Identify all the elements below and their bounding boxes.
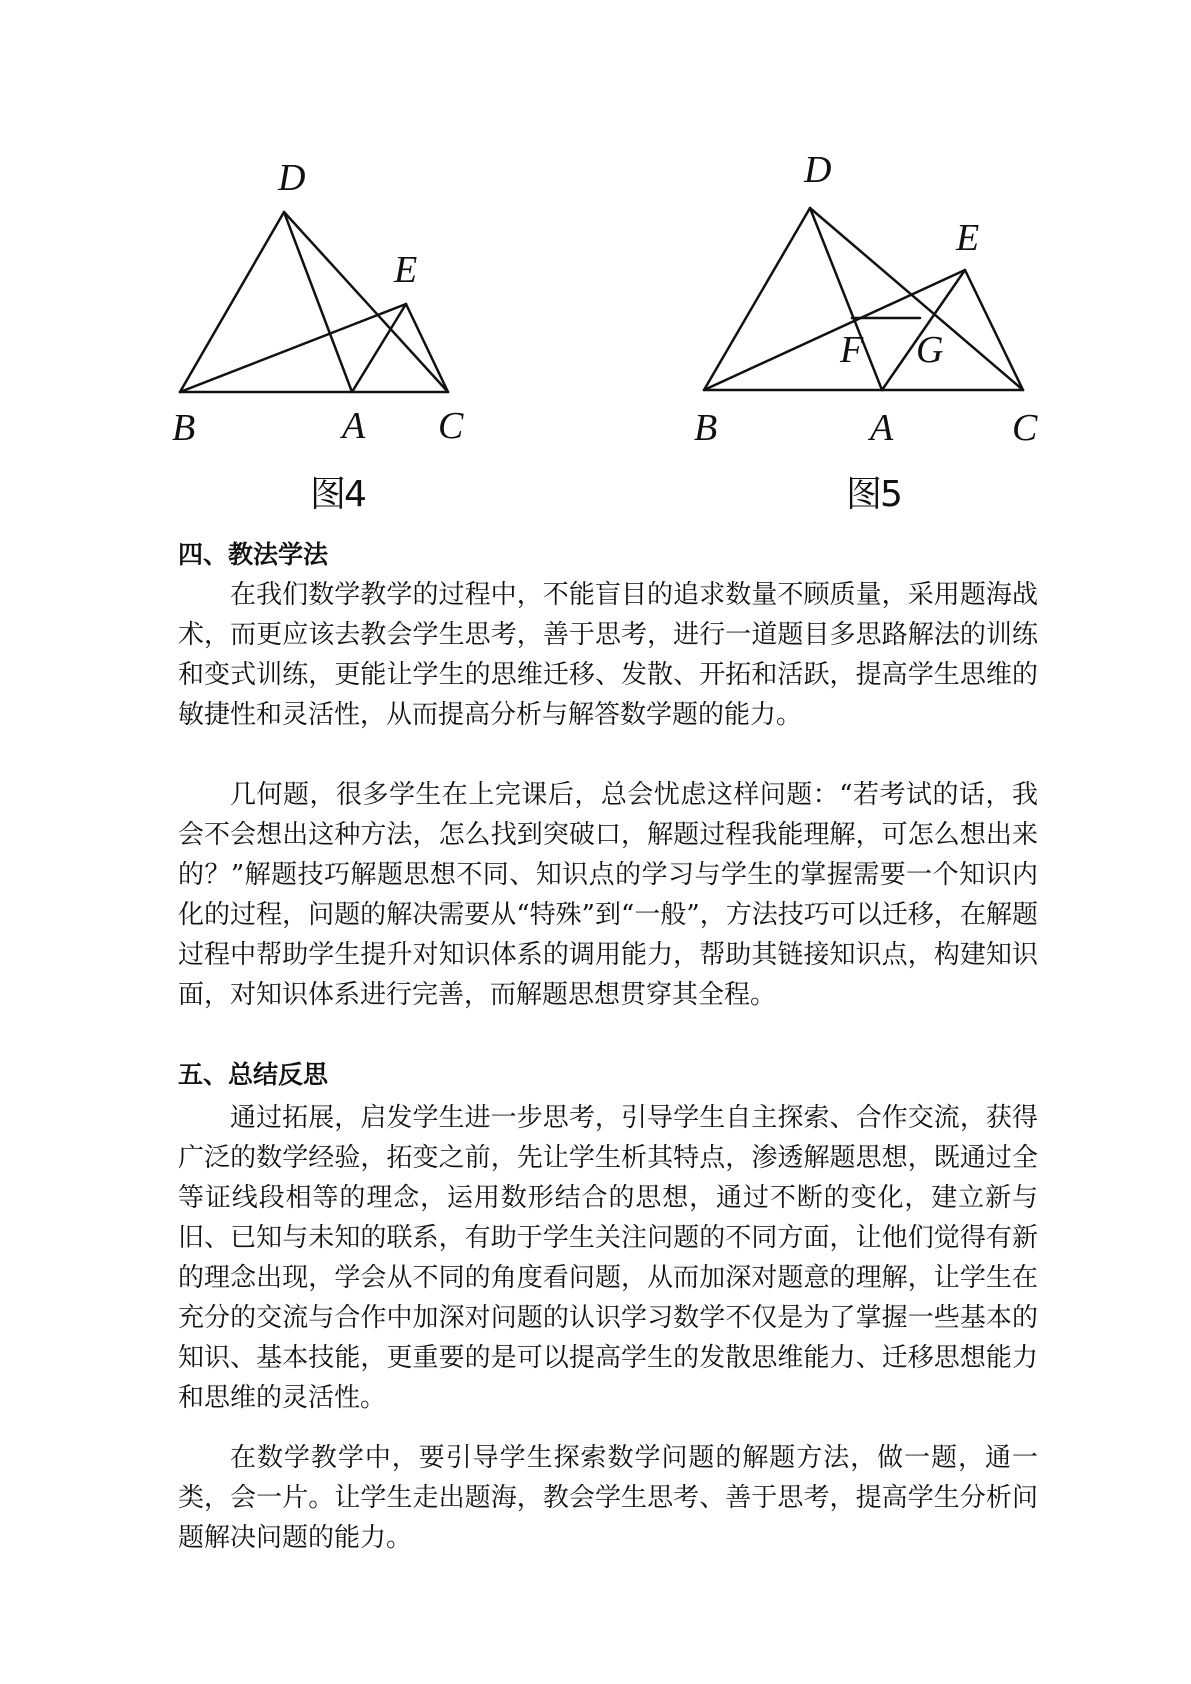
point-label-c: C: [438, 405, 464, 447]
segment-ec: [406, 304, 448, 392]
section-4-heading: 四、教法学法: [178, 540, 329, 569]
section-4-paragraph-2: 几何题，很多学生在上完课后，总会忧虑这样问题：“若考试的话，我会不会想出这种方法，怎么找到突破口，解题过程我能理解，可怎么想出来的？”解题技巧解题思想不同、知识点的学习与学生的掌握需要一个知识内化的过程，问题的解决需要从“特殊”到“一般”，方法技巧可以迁移，在解题过程中帮助学生提升对知识体系的调用能力，帮助其链接知识点，构建知识面，对知识体系进行完善，而解题思想贯穿其全程。: [178, 780, 1038, 1010]
point-label-b: B: [172, 407, 196, 449]
segment-be: [180, 304, 406, 392]
section-4-paragraph-1: 在我们数学教学的过程中，不能盲目的追求数量不顾质量，采用题海战术，而更应该去教会学生思考，善于思考，进行一道题目多思路解法的训练和变式训练，更能让学生的思维迁移、发散、开拓和活跃，提高学生思维的敏捷性和灵活性，从而提高分析与解答数学题的能力。: [178, 580, 1038, 730]
point-label-a: A: [342, 405, 366, 447]
segment-da: [284, 212, 352, 392]
figure-5-diagram: [680, 140, 1040, 470]
segment-bd: [180, 212, 284, 392]
segment-dc: [284, 212, 448, 392]
point-label-e: E: [956, 217, 980, 259]
point-label-b: B: [694, 407, 718, 449]
point-label-g: G: [916, 329, 944, 371]
point-label-c: C: [1012, 407, 1038, 449]
segment-bd: [704, 208, 810, 390]
section-5-heading: 五、总结反思: [178, 1060, 329, 1089]
point-label-e: E: [394, 249, 418, 291]
point-label-a: A: [870, 407, 894, 449]
point-label-d: D: [278, 157, 306, 199]
segment-ec: [965, 270, 1023, 390]
figure-5-caption: 图5: [846, 474, 901, 515]
point-label-f: F: [840, 329, 864, 371]
figure-5: [680, 140, 1040, 515]
section-5-paragraph-2: 在数学教学中，要引导学生探索数学问题的解题方法，做一题，通一类，会一片。让学生走出题海，教会学生思考、善于思考，提高学生分析问题解决问题的能力。: [178, 1443, 1038, 1553]
point-label-d: D: [804, 149, 832, 191]
section-5-paragraph-1: 通过拓展，启发学生进一步思考，引导学生自主探索、合作交流，获得广泛的数学经验，拓变之前，先让学生析其特点，渗透解题思想，既通过全等证线段相等的理念，运用数形结合的思想，通过不断的变化，建立新与旧、已知与未知的联系，有助于学生关注问题的不同方面，让他们觉得有新的理念出现，学会从不同的角度看问题，从而加深对题意的理解，让学生在充分的交流与合作中加深对问题的认识学习数学不仅是为了掌握一些基本的知识、基本技能，更重要的是可以提高学生的发散思维能力、迁移思想能力和思维的灵活性。: [178, 1103, 1038, 1413]
figure-4: [160, 140, 480, 515]
figure-4-diagram: [160, 140, 480, 470]
figure-4-caption: 图4: [310, 474, 365, 515]
